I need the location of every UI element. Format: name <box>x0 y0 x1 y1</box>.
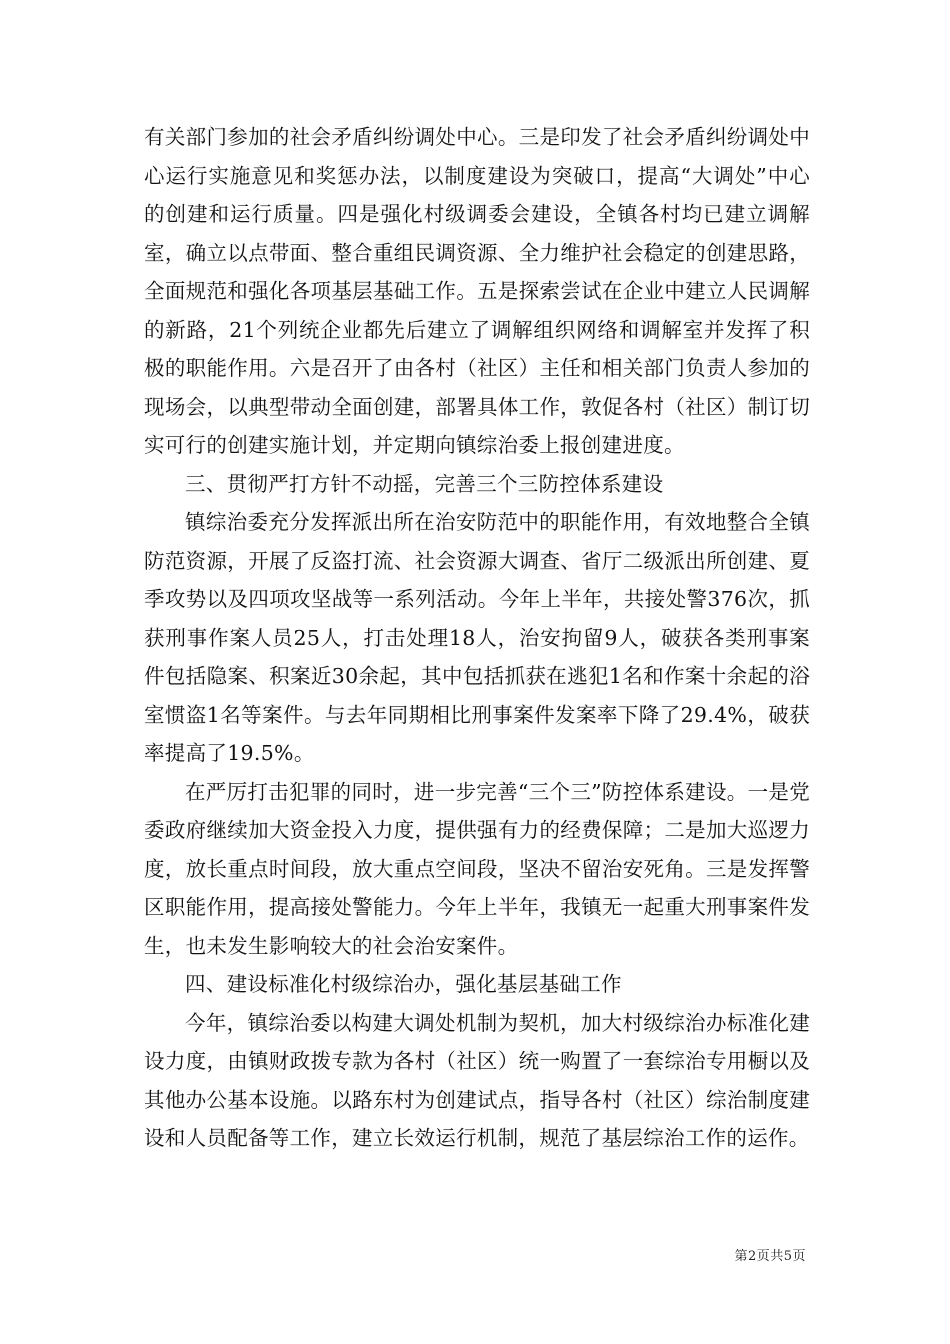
paragraph-police-work: 镇综治委充分发挥派出所在治安防范中的职能作用，有效地整合全镇防范资源，开展了反盗打流、社会资源大调查、省厅二级派出所创建、夏季攻势以及四项攻坚战等一系列活动。今年上半年，共接处警376次，抓获刑事作案人员25人，打击处理18人，治安拘留9人，破获各类刑事案件包括隐案、积案近30余起，其中包括抓获在逃犯1名和作案十余起的浴室惯盗1名等案件。与去年同期相比刑事案件发案率下降了29.4%，破获率提高了19.5%。 <box>144 510 810 765</box>
paragraph-continuation: 有关部门参加的社会矛盾纠纷调处中心。三是印发了社会矛盾纠纷调处中心运行实施意见和奖惩办法，以制度建设为突破口，提高“大调处”中心的创建和运行质量。四是强化村级调委会建设，全镇各村均已建立调解室，确立以点带面、整合重组民调资源、全力维护社会稳定的创建思路，全面规范和强化各项基层基础工作。五是探索尝试在企业中建立人民调解的新路，21个列统企业都先后建立了调解组织网络和调解室并发挥了积极的职能作用。六是召开了由各村（社区）主任和相关部门负责人参加的现场会，以典型带动全面创建，部署具体工作，敦促各村（社区）制订切实可行的创建实施计划，并定期向镇综治委上报创建进度。 <box>144 125 810 457</box>
section-heading-four: 四、建设标准化村级综治办，强化基层基础工作 <box>185 972 622 996</box>
document-body <box>144 118 810 1158</box>
page-number: 第2页共5页 <box>734 1249 806 1264</box>
section-heading-three: 三、贯彻严打方针不动摇，完善三个三防控体系建设 <box>185 471 664 496</box>
paragraph-prevention-system: 在严厉打击犯罪的同时，进一步完善“三个三”防控体系建设。一是党委政府继续加大资金投入力度，提供强有力的经费保障；二是加大巡逻力度，放长重点时间段，放大重点空间段，坚决不留治安死角。三是发挥警区职能作用，提高接处警能力。今年上半年，我镇无一起重大刑事案件发生，也未发生影响较大的社会治安案件。 <box>144 779 810 958</box>
paragraph-village-office: 今年，镇综治委以构建大调处机制为契机，加大村级综治办标准化建设力度，由镇财政拨专款为各村（社区）统一购置了一套综治专用橱以及其他办公基本设施。以路东村为创建试点，指导各村（社区）综治制度建设和人员配备等工作，建立长效运行机制，规范了基层综治工作的运作。 <box>144 1010 810 1150</box>
